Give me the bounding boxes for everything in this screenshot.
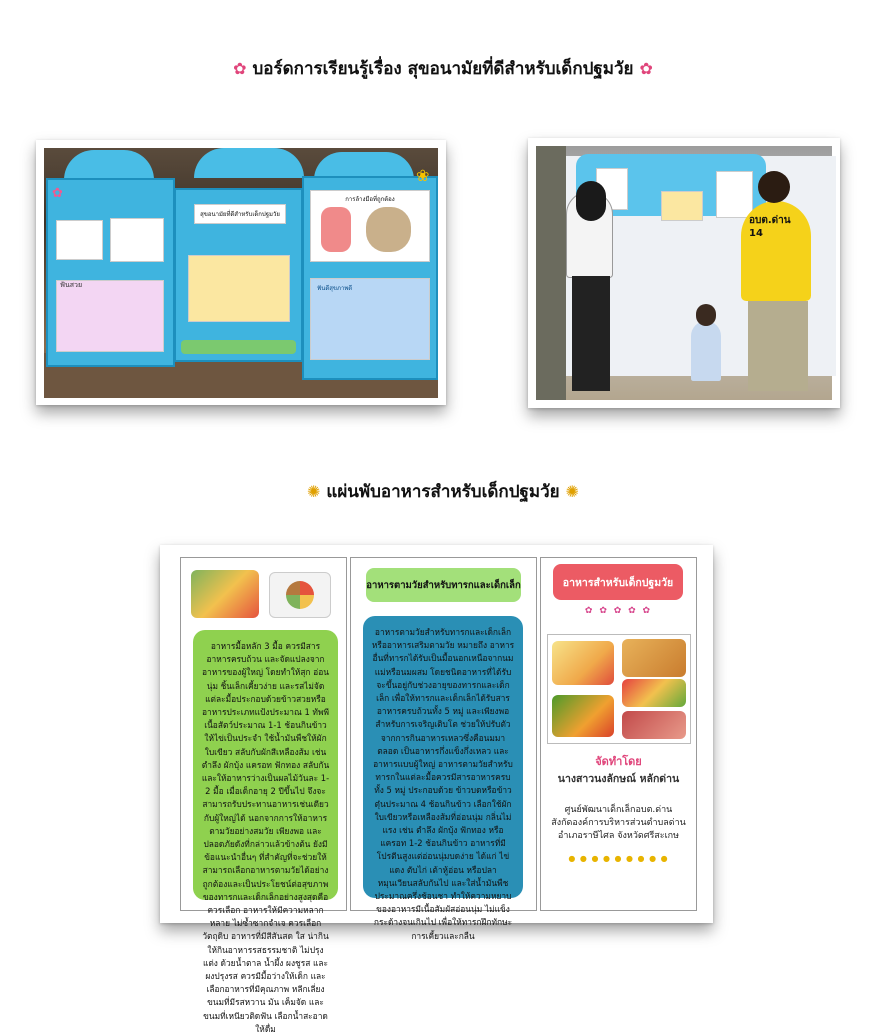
brochure-right-panel <box>540 557 697 911</box>
made-by-label: จัดทำโดย <box>595 755 642 768</box>
section-heading-brochure <box>0 478 886 505</box>
organization-block <box>541 804 696 843</box>
flower-decoration: ✿ ✿ ✿ ✿ ✿ <box>584 606 653 616</box>
left-body-text: อาหารมื้อหลัก 3 มื้อ ควรมีสารอาหารครบถ้วน และจัดแปลงจากอาหารของผู้ใหญ่ โดยทำให้สุก อ่อนนุ่ม ชิ้นเล็กเคี้ยวง่าย และรสไม่จัด แต่ละมื้อประกอบด้วยข้าวสวยหรืออาหารประเภทแป้งประมาณ 1 ทัพพี เนื้อสัตว์ประมาณ 1-1 ช้อนกินข้าว ให้ไข่เป็นประจำ ใช้น้ำมันพืชให้ผัก ใบเขียว สลับกับผักสีเหลืองส้ม เช่น ตำลึง ผักบุ้ง แครอท ฟักทอง สลับกัน และให้อาหารว่างเป็นผลไม้วันละ 1-2 มื้อ เมื่อเด็กอายุ 2 ปีขึ้นไป จึงจะสามารถรับประทานอาหารเช่นเดียวกับผู้ใหญ่ได้ นอกจากการให้อาหารตามวัยอย่างสมวัย เพียงพอ และ ปลอดภัยดังที่กล่าวแล้วข้างต้น ยังมีข้อแนะนำอื่นๆ ที่สำคัญที่จะช่วยให้สามารถเลือกอาหารตามวัยได้อย่างถูกต้องและเป็นประโยชน์ต่อสุขภาพของทารกและเด็กเล็กอย่างสูงสุดคือ ควรเลือก อาหารให้มีความหลากหลาย ไม่ซ้ำซากจำเจ ควรเลือกวัตถุดิบ อาหารที่มีสีสันสด ใส น่ากิน ให้กินอาหารรสธรรมชาติ ไม่ปรุงแต่ง ด้วยน้ำตาล น้ำผึ้ง ผงชูรส และผงปรุงรส ควรมีมื้อว่างให้เด็ก และเลือกอาหารที่มีคุณภาพ หลีกเลี่ยงขนมที่มีรสหวาน มัน เค็มจัด และขนมที่เหนียวติดฟัน เลือกน้ำสะอาดให้ดื่ม <box>201 641 330 1034</box>
people-photo <box>528 138 840 408</box>
meal-plate-image <box>269 572 331 618</box>
org-line-1: ศูนย์พัฒนาเด็กเล็กอบต.ด่าน <box>564 805 673 815</box>
left-text-box <box>193 630 338 1034</box>
brochure-heading-text: แผ่นพับอาหารสำหรับเด็กปฐมวัย <box>326 482 560 502</box>
man-shirt <box>741 201 811 301</box>
board-photo <box>36 140 446 405</box>
brochure-left-panel <box>180 557 347 1034</box>
board-left-label: ฟันสวย <box>60 281 83 289</box>
board-bottom-badge: ฟันดีสุขภาพดี <box>317 285 353 292</box>
author-name: นางสาวนงลักษณ์ หลักด่าน <box>557 773 680 785</box>
hibiscus-icon: ✿ <box>233 59 247 78</box>
brochure <box>160 545 713 1034</box>
board-heading-text: บอร์ดการเรียนรู้เรื่อง สุขอนามัยที่ดีสำหรับเด็กปฐมวัย <box>252 59 634 79</box>
brochure-middle-panel <box>350 557 537 941</box>
hibiscus-icon: ✿ <box>639 59 653 78</box>
org-line-3: อำเภอราษีไศล จังหวัดศรีสะเกษ <box>557 831 680 841</box>
dot-decoration: ● ● ● ● ● ● ● ● ● <box>568 854 669 863</box>
board-right-title: การล้างมือที่ถูกต้อง <box>345 196 395 203</box>
board-right-panel: การล้างมือที่ถูกต้อง ฟันดีสุขภาพดี ❀ <box>302 176 438 380</box>
sunflower-icon: ✺ <box>565 482 579 501</box>
board-center-title: สุขอนามัยที่ดีสำหรับเด็กปฐมวัย <box>200 211 280 218</box>
middle-body-text: อาหารตามวัยสำหรับทารกและเด็กเล็ก หรืออาหารเสริมตามวัย หมายถึง อาหารอื่นที่ทารกได้รับเป็นมื้อนอกเหนือจากนมแม่หรือนมผสม โดยชนิดอาหารที่ได้รับจะขึ้นอยู่กับช่วงอายุของทารกและเด็กเล็ก เพื่อให้ทารกและเด็กเล็กได้รับสารอาหารครบถ้วนทั้ง 5 หมู่ และเพียงพอสำหรับการเจริญเติบโต ช่วยให้ปรับตัวจากการกินอาหารเหลวซึ่งคือนมมาตลอด เป็นอาหารกึ่งแข็งกึ่งเหลว และอาหารแบบผู้ใหญ่ อาหารตามวัยสำหรับทารกในแต่ละมื้อควรมีสารอาหารครบ ทั้ง 5 หมู่ ประกอบด้วย ข้าวบดหรือข้าวตุ๋นประมาณ 4 ช้อนกินข้าว เลือกใช้ผักใบเขียวหรือเหลืองส้มที่อ่อนนุ่ม กลิ่นไม่แรง เช่น ตำลึง ผักบุ้ง ฟักทอง หรือแครอท 1-2 ช้อนกินข้าว อาหารที่มีโปรตีนสูงแต่อ่อนนุ่มบดง่าย ได้แก่ ไข่แดง ตับไก่ เต้าหู้อ่อน หรือปลา หมุนเวียนสลับกันไป และใส่น้ำมันพืชประมาณครึ่งช้อนชา ทำให้ความหยาบของอาหารมีเนื้อสัมผัสอ่อนนุ่ม ไม่แข็งกระด้างจนเกินไป เพื่อให้ทารกฝึกทักษะการเคี้ยวและกลืน <box>371 627 515 941</box>
food-groups-image <box>547 634 691 744</box>
board-left-panel: ฟันสวย ✿ <box>46 178 175 367</box>
org-line-2: สังกัดองค์การบริหารส่วนตำบลด่าน <box>551 818 686 828</box>
sunflower-icon: ✺ <box>307 482 321 501</box>
middle-title: อาหารตามวัยสำหรับทารกและเด็กเล็ก <box>366 568 521 602</box>
shirt-text: อบต.ด่าน 14 <box>749 215 791 239</box>
board-center-panel <box>174 188 303 362</box>
child-eating-photo <box>191 570 259 618</box>
section-heading-board <box>0 55 886 82</box>
middle-text-box <box>363 616 523 941</box>
right-title: อาหารสำหรับเด็กปฐมวัย <box>553 564 683 600</box>
